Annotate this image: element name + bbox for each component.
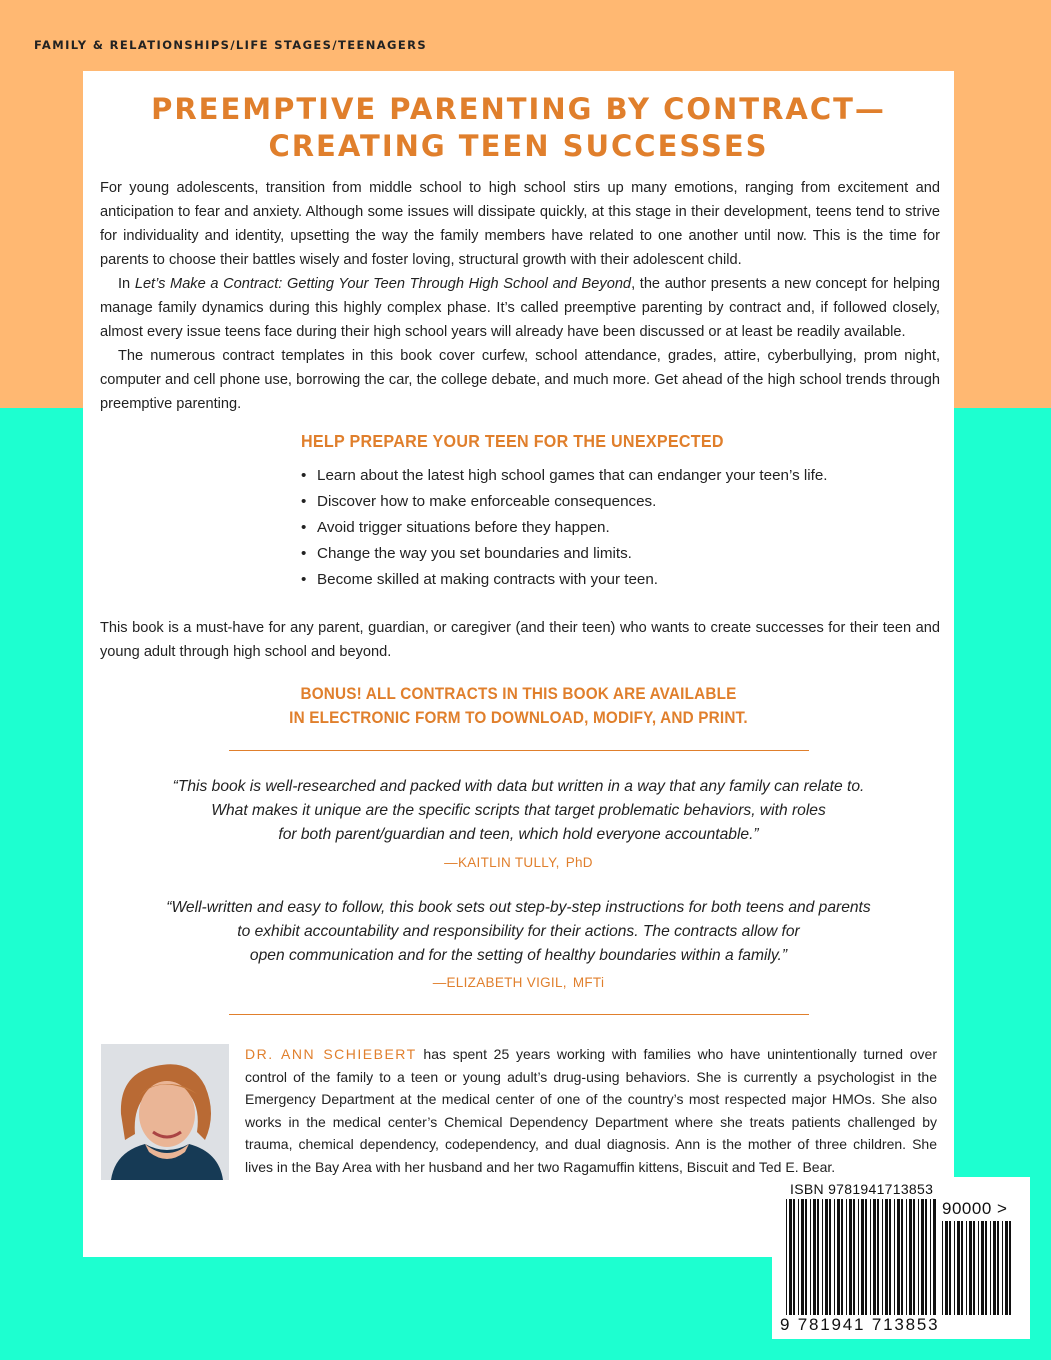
barcode-bar: [1002, 1221, 1003, 1315]
barcode-bar: [849, 1199, 852, 1315]
barcode-bar: [825, 1199, 828, 1315]
barcode-bar: [945, 1221, 948, 1315]
author-name: DR. ANN SCHIEBERT: [245, 1046, 417, 1062]
quote-author: —ELIZABETH VIGIL,: [432, 975, 567, 990]
bonus-line-2: IN ELECTRONIC FORM TO DOWNLOAD, MODIFY, AND PRINT.: [289, 708, 748, 727]
isbn-digits: 9 781941 713853: [780, 1315, 940, 1334]
barcode-bar: [909, 1199, 912, 1315]
list-item: • Learn about the latest high school games that can endanger your teen’s life.: [301, 463, 828, 489]
author-photo: [101, 1044, 229, 1180]
barcode-bar: [870, 1199, 871, 1315]
quote-2-attribution: [83, 975, 954, 990]
barcode-bar: [981, 1221, 984, 1315]
intro-paragraph-2: In Let’s Make a Contract: Getting Your Teen Through High School and Beyond, the author presents a new concept for helping manage family dynamics during this highly complex phase. It’s called preemptive parenting by contract and, if followed closely, almost every issue teens face during their high school years will already have been discussed or at least be readily available.: [100, 276, 941, 340]
barcode-bar: [798, 1199, 799, 1315]
quote-author: —KAITLIN TULLY,: [444, 855, 560, 870]
barcode-bar: [957, 1221, 960, 1315]
list-item: • Discover how to make enforceable consequences.: [301, 489, 828, 515]
quote-2: [123, 896, 914, 968]
quote-1: [123, 775, 914, 847]
barcode-bar: [1005, 1221, 1008, 1315]
barcode-bar: [822, 1199, 823, 1315]
list-item: • Become skilled at making contracts with your teen.: [301, 567, 828, 593]
isbn-label: ISBN 9781941713853: [790, 1181, 934, 1197]
price-barcode: [942, 1221, 1012, 1315]
barcode-bar: [918, 1199, 919, 1315]
bonus-callout: [83, 682, 954, 730]
barcode-bar: [978, 1221, 979, 1315]
barcode-bar: [829, 1199, 831, 1315]
barcode-bar: [997, 1221, 999, 1315]
quote-line: open communication and for the setting of healthy boundaries within a family.”: [249, 947, 788, 964]
quote-line: “This book is well-researched and packed with data but written in a way that any family can relate to.: [172, 778, 865, 795]
barcode-bar: [810, 1199, 811, 1315]
book-title: Let’s Make a Contract: Getting Your Teen Through High School and Beyond: [134, 276, 632, 292]
divider-top: [229, 750, 809, 751]
barcode-bar: [954, 1221, 955, 1315]
barcode-bar: [837, 1199, 840, 1315]
barcode-bar: [817, 1199, 819, 1315]
help-heading: HELP PREPARE YOUR TEEN FOR THE UNEXPECTED: [301, 431, 724, 451]
isbn-barcode: [786, 1199, 936, 1315]
barcode-bar: [861, 1199, 864, 1315]
barcode-bar: [933, 1199, 936, 1315]
barcode-bar: [930, 1199, 931, 1315]
barcode-bar: [813, 1199, 816, 1315]
barcode-bar: [942, 1221, 943, 1315]
author-bio: [245, 1043, 937, 1178]
quote-credential: MFTi: [572, 975, 605, 990]
summary-text: This book is a must-have for any parent, guardian, or caregiver (and their teen) who wants to create successes for their teen and young adult through high school and beyond.: [100, 620, 940, 660]
quote-line: “Well-written and easy to follow, this book sets out step-by-step instructions for both teens and parents: [166, 899, 871, 916]
quote-line: for both parent/guardian and teen, which hold everyone accountable.”: [278, 826, 759, 843]
barcode-bar: [1009, 1221, 1011, 1315]
barcode-bar: [858, 1199, 859, 1315]
quote-line: What makes it unique are the specific scripts that target problematic behaviors, with roles: [211, 802, 826, 819]
list-item: • Change the way you set boundaries and limits.: [301, 541, 828, 567]
help-list: [301, 463, 828, 593]
barcode-bar: [906, 1199, 907, 1315]
intro-paragraph-1: For young adolescents, transition from middle school to high school stirs up many emotions, ranging from excitement and anticipation to fear and anxiety. Although some issues will dissipate quickly, at this stage in their development, teens tend to strive for individuality and identity, upsetting the way the family members have related to one another until now. This is the time for parents to choose their battles wisely and foster loving, structural growth with their adolescent child.: [100, 180, 940, 268]
barcode-bar: [793, 1199, 795, 1315]
author-bio-text: has spent 25 years working with families who have unintentionally turned over control of the family to a teen or young adult’s drug-using behaviors. She is currently a psychologist in the Emergency Department at the medical center of one of the country’s most respected major HMOs. She also works in the medical center’s Chemical Dependency Department where she treats patients challenged by trauma, chemical dependency, codependency, and dual diagnosis. Ann is the mother of three children. She lives in the Bay Area with her husband and her two Ragamuffin kittens, Biscuit and Ted E. Bear.: [245, 1046, 937, 1175]
barcode-bar: [889, 1199, 891, 1315]
bonus-line-1: BONUS! ALL CONTRACTS IN THIS BOOK ARE AVAILABLE: [300, 684, 737, 703]
barcode-bar: [897, 1199, 900, 1315]
barcode-bar: [877, 1199, 879, 1315]
divider-bottom: [229, 1014, 809, 1015]
price-code: 90000 >: [942, 1199, 1008, 1218]
title-line-1: PREEMPTIVE PARENTING BY CONTRACT—: [151, 92, 886, 126]
barcode-bar: [882, 1199, 883, 1315]
barcode-bar: [801, 1199, 804, 1315]
intro-text: [100, 176, 940, 416]
barcode-box: [772, 1177, 1030, 1339]
title-line-2: CREATING TEEN SUCCESSES: [268, 129, 769, 163]
intro-paragraph-3: The numerous contract templates in this book cover curfew, school attendance, grades, attire, cyberbullying, prom night, computer and cell phone use, borrowing the car, the college debate, and much more. Get ahead of the high school trends through preemptive parenting.: [100, 348, 940, 412]
barcode-bar: [969, 1221, 972, 1315]
barcode-bar: [961, 1221, 963, 1315]
barcode-bar: [966, 1221, 967, 1315]
barcode-bar: [921, 1199, 924, 1315]
barcode-bar: [805, 1199, 807, 1315]
barcode-bar: [913, 1199, 915, 1315]
barcode-bar: [985, 1221, 987, 1315]
content-panel: [83, 71, 954, 1257]
category-label: FAMILY & RELATIONSHIPS/LIFE STAGES/TEENAGERS: [34, 38, 428, 52]
barcode-bar: [841, 1199, 843, 1315]
barcode-bar: [853, 1199, 855, 1315]
barcode-bar: [925, 1199, 927, 1315]
barcode-bar: [786, 1199, 787, 1315]
list-item: • Avoid trigger situations before they happen.: [301, 515, 828, 541]
barcode-bar: [846, 1199, 847, 1315]
barcode-bar: [901, 1199, 903, 1315]
barcode-bar: [949, 1221, 951, 1315]
barcode-bar: [990, 1221, 991, 1315]
barcode-bar: [865, 1199, 867, 1315]
barcode-bar: [873, 1199, 876, 1315]
quote-line: to exhibit accountability and responsibility for their actions. The contracts allow for: [237, 923, 800, 940]
quote-credential: PhD: [565, 855, 593, 870]
quote-1-attribution: [83, 855, 954, 870]
barcode-bar: [993, 1221, 996, 1315]
main-title: [83, 91, 954, 165]
barcode-bar: [973, 1221, 975, 1315]
author-portrait-icon: [101, 1044, 229, 1180]
barcode-bar: [885, 1199, 888, 1315]
barcode-bar: [894, 1199, 895, 1315]
barcode-bar: [834, 1199, 835, 1315]
barcode-bar: [789, 1199, 792, 1315]
